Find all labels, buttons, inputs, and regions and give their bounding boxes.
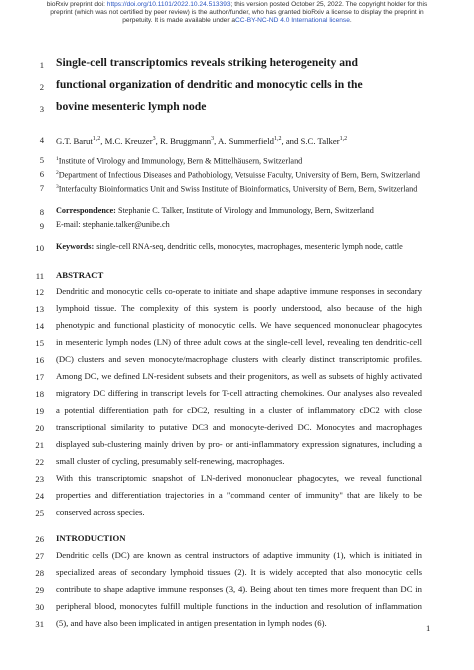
line-number: 29 bbox=[35, 585, 44, 595]
abstract-line: lymphoid tissue. The complexity of this system is poorly understood, also because of the high bbox=[56, 303, 422, 313]
correspondence-label: Correspondence: bbox=[56, 206, 116, 215]
line-number: 31 bbox=[35, 619, 44, 629]
line-number: 4 bbox=[39, 135, 44, 145]
banner-text-3a: perpetuity. It is made available under a bbox=[122, 17, 236, 24]
abstract-line: Among DC, we defined LN-resident subsets and their progenitors, as well as subsets of highly activated bbox=[56, 371, 422, 381]
line-number: 12 bbox=[35, 287, 44, 297]
line-number: 16 bbox=[35, 355, 44, 365]
abstract-line: With this transcriptomic snapshot of LN-derived mononuclear phagocytes, we reveal functional bbox=[56, 473, 422, 483]
abstract-line: migratory DC differing in transcript levels for T-cell attracting chemokines. Our analyses also revealed bbox=[56, 388, 422, 398]
author-affiliation-mark: 1,2 bbox=[339, 136, 348, 142]
paper-title-line-3: bovine mesenteric lymph node bbox=[56, 100, 207, 113]
line-number: 27 bbox=[35, 551, 44, 561]
author: G.T. Barut bbox=[56, 135, 93, 146]
abstract-line: properties and differentiation trajectories in a "command center of immunity" that are likely to be bbox=[56, 490, 422, 500]
abstract-heading: ABSTRACT bbox=[56, 270, 104, 280]
author-affiliation-mark: 3 bbox=[152, 136, 156, 142]
abstract-line: phenotypic and functional plasticity of monocytic cells. We have sequenced mononuclear phagocytes bbox=[56, 320, 422, 330]
keywords-label: Keywords: bbox=[56, 242, 95, 251]
line-number: 17 bbox=[35, 372, 44, 382]
abstract-line: transcriptional similarity to putative DC3 and monocyte-derived DC. Monocytes and macrophages bbox=[56, 422, 422, 432]
page-number: 1 bbox=[426, 623, 431, 633]
line-number: 11 bbox=[35, 271, 44, 281]
line-number: 5 bbox=[39, 155, 44, 165]
author: , and S.C. Talker bbox=[281, 135, 340, 146]
affiliation-2 bbox=[56, 167, 422, 182]
banner-text-2: preprint (which was not certified by peer review) is the author/funder, who has granted bioRxiv a license to display the preprint in bbox=[50, 9, 424, 16]
affiliation-mark: 1 bbox=[56, 156, 59, 162]
line-number: 9 bbox=[39, 221, 44, 231]
keywords bbox=[56, 241, 422, 253]
doi-link[interactable]: https://doi.org/10.1101/2022.10.24.513393 bbox=[106, 1, 231, 8]
paper-title-line-1: Single-cell transcriptomics reveals striking heterogeneity and bbox=[56, 56, 358, 69]
line-number: 30 bbox=[35, 602, 44, 612]
line-number: 14 bbox=[35, 321, 44, 331]
abstract-line: in mesenteric lymph nodes (LN) of three adult cows at the single-cell level, revealing ten dendritic-cell bbox=[56, 337, 422, 347]
correspondence-text: Stephanie C. Talker, Institute of Virology and Immunology, Bern, Switzerland bbox=[115, 206, 374, 215]
line-number: 25 bbox=[35, 508, 44, 518]
line-number: 1 bbox=[39, 60, 44, 70]
line-number: 10 bbox=[35, 243, 44, 253]
line-number: 2 bbox=[39, 82, 44, 92]
line-number: 13 bbox=[35, 304, 44, 314]
license-link[interactable]: CC-BY-NC-ND 4.0 International license bbox=[235, 17, 350, 24]
intro-line: contribute to shape adaptive immune responses (3, 4). Being about ten times more frequent than DC in bbox=[56, 584, 422, 594]
line-number: 28 bbox=[35, 568, 44, 578]
affiliation-text: Department of Infectious Diseases and Pathobiology, Vetsuisse Faculty, University of Bern, Bern, Switzerland bbox=[58, 170, 420, 180]
abstract-line: (DC) clusters and seven monocyte/macrophage clusters with clearly distinct transcriptomic profiles. bbox=[56, 354, 422, 364]
affiliation-text: Interfaculty Bioinformatics Unit and Swiss Institute of Bioinformatics, University of Bern, Bern, Switzerland bbox=[58, 184, 418, 194]
line-number: 3 bbox=[39, 104, 44, 114]
line-number: 15 bbox=[35, 338, 44, 348]
line-number: 19 bbox=[35, 406, 44, 416]
line-number: 26 bbox=[35, 534, 44, 544]
preprint-banner bbox=[0, 1, 474, 25]
line-number: 23 bbox=[35, 474, 44, 484]
intro-line: (5), and have also been implicated in antigen presentation in lymph nodes (6). bbox=[56, 618, 327, 628]
author: , R. Bruggmann bbox=[155, 135, 212, 146]
abstract-line: displayed sub-clustering mainly driven by pro- or anti-inflammatory expression signatures, including a bbox=[56, 439, 422, 449]
line-number: 18 bbox=[35, 389, 44, 399]
line-number: 20 bbox=[35, 423, 44, 433]
intro-line: peripheral blood, monocytes fulfill multiple functions in the induction and resolution of inflammation bbox=[56, 601, 422, 611]
banner-text-1a: bioRxiv preprint doi: bbox=[46, 1, 107, 8]
author-list bbox=[56, 133, 422, 147]
author: , A. Summerfield bbox=[214, 135, 274, 146]
line-number: 24 bbox=[35, 491, 44, 501]
banner-text-1b: ; this version posted October 25, 2022. The copyright holder for this bbox=[230, 1, 428, 8]
abstract-line: Dendritic and monocytic cells co-operate to initiate and shape adaptive immune responses in secondary bbox=[56, 286, 422, 296]
introduction-heading: INTRODUCTION bbox=[56, 533, 126, 543]
abstract-line: small cluster of cycling, presumably self-renewing, macrophages. bbox=[56, 456, 285, 466]
intro-line: Dendritic cells (DC) are known as central instructors of adaptive immunity (1), which is initiated in bbox=[56, 550, 422, 560]
line-number: 21 bbox=[35, 440, 44, 450]
affiliation-3 bbox=[56, 181, 422, 196]
line-number: 6 bbox=[39, 169, 44, 179]
affiliation-text: Institute of Virology and Immunology, Bern & Mittelhäusern, Switzerland bbox=[58, 156, 303, 166]
line-number: 22 bbox=[35, 457, 44, 467]
author-affiliation-mark: 1,2 bbox=[273, 136, 282, 142]
author-affiliation-mark: 3 bbox=[211, 136, 215, 142]
affiliation-mark: 3 bbox=[56, 184, 59, 190]
line-number: 7 bbox=[39, 183, 44, 193]
affiliation-1 bbox=[56, 153, 422, 168]
keywords-text: single-cell RNA-seq, dendritic cells, monocytes, macrophages, mesenteric lymph node, cattle bbox=[94, 242, 403, 251]
author-affiliation-mark: 1,2 bbox=[92, 136, 101, 142]
line-number: 8 bbox=[39, 207, 44, 217]
correspondence bbox=[56, 205, 422, 217]
abstract-line: a potential differentiation path for cDC2, resulting in a cluster of inflammatory cDC2 with close bbox=[56, 405, 422, 415]
email-line: E-mail: stephanie.talker@unibe.ch bbox=[56, 220, 170, 229]
author: , M.C. Kreuzer bbox=[100, 135, 153, 146]
banner-text-3b: . bbox=[349, 17, 352, 24]
intro-line: specialized areas of secondary lymphoid tissues (2). It is widely accepted that also monocytic cells bbox=[56, 567, 422, 577]
paper-title-line-2: functional organization of dendritic and monocytic cells in the bbox=[56, 78, 363, 91]
affiliation-mark: 2 bbox=[56, 170, 59, 176]
abstract-line: conserved across species. bbox=[56, 507, 145, 517]
